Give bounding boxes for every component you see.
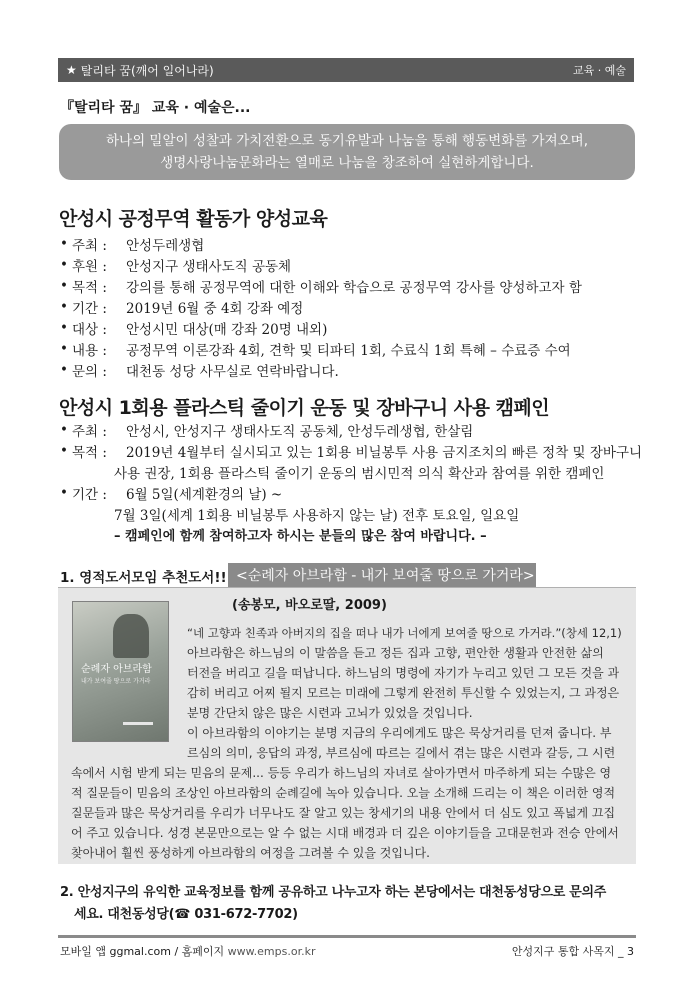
footer-label: 모바일 앱 ggmal.com / 홈페이지 xyxy=(60,945,228,958)
book-head xyxy=(60,566,227,586)
item-value: 안성지구 생태사도직 공동체 xyxy=(126,258,292,275)
item-label: 기간 : xyxy=(72,486,107,503)
item-value: 2019년 6월 중 4회 강좌 예정 xyxy=(126,300,304,317)
item-value: 공정무역 이론강좌 4회, 견학 및 티파티 1회, 수료식 1회 특혜 – 수료증 수여 xyxy=(126,342,571,359)
book-line: 적 질문들이 믿음의 조상인 아브라함의 순례길에 녹아 있습니다. 오늘 소개해 드리는 이 책은 이러한 영적 xyxy=(71,786,616,800)
section2-title: 안성시 1회용 플라스틱 줄이기 운동 및 장바구니 사용 캠페인 xyxy=(59,397,550,419)
item-value: 대천동 성당 사무실로 연락바랍니다. xyxy=(126,363,339,380)
bullet-dot: • xyxy=(60,361,68,378)
bullet-dot: • xyxy=(60,421,68,438)
cover-subtitle: 내가 보여줄 땅으로 가거라 xyxy=(81,678,151,685)
bullet-dot: • xyxy=(60,256,68,273)
list-item xyxy=(60,419,642,440)
header-category: 교육 · 예술 xyxy=(573,64,626,77)
list-item xyxy=(60,338,582,359)
book-line: 아브라함은 하느님의 이 말씀을 듣고 정든 집과 고향, 편안한 생활과 안전한 삶의 xyxy=(187,646,604,660)
cover-publisher-mark xyxy=(123,722,153,725)
item-continuation: 사용 권장, 1회용 플라스틱 줄이기 운동의 범시민적 의식 확산과 참여를 위한 캠페인 xyxy=(114,465,605,482)
bullet-dot: • xyxy=(60,340,68,357)
item-continuation: 7월 3일(세계 1회용 비닐봉투 사용하지 않는 날) 전후 토요일, 일요일 xyxy=(114,507,520,524)
intro-title: 『탈리타 꿈』 교육 · 예술은... xyxy=(60,100,251,116)
item-value: 2019년 4월부터 실시되고 있는 1회용 비닐봉투 사용 금지조치의 빠른 정착 및 장바구니 xyxy=(126,444,643,461)
footer-page-info: 안성지구 통합 사목지 _ 3 xyxy=(511,945,634,958)
section1-list xyxy=(60,233,582,380)
book-line: 분명 간단치 않은 많은 시련과 고뇌가 있었을 것입니다. xyxy=(187,706,473,720)
cover-title: 순례자 아브라함 xyxy=(81,664,152,675)
header-left xyxy=(66,62,214,79)
bullet-dot: • xyxy=(60,319,68,336)
footer-divider xyxy=(58,935,636,938)
list-item xyxy=(60,296,582,317)
section2-list xyxy=(60,419,642,545)
list-item xyxy=(60,359,582,380)
book-title: <순례자 아브라함 - 내가 보여줄 땅으로 가거라> xyxy=(228,563,536,587)
item-value: 강의를 통해 공정무역에 대한 이해와 학습으로 공정무역 강사를 양성하고자 함 xyxy=(126,279,582,296)
book-line: 이 아브라함의 이야기는 분명 지금의 우리에게도 많은 묵상거리를 던져 줍니다. 부 xyxy=(187,726,612,740)
book-line: 감히 버리고 어찌 될지 모르는 미래에 그렇게 완전히 투신할 수 있었는지, 그 과정은 xyxy=(187,686,620,700)
book-line: 속에서 시험 받게 되는 믿음의 문제... 등등 우리가 하느님의 자녀로 살아가면서 마주하게 되는 수많은 영 xyxy=(71,766,612,780)
list-item xyxy=(60,440,642,461)
item-value: 안성시민 대상(매 강좌 20명 내외) xyxy=(126,321,328,338)
bullet-dot: • xyxy=(60,442,68,459)
info-note-line-2: 세요. 대천동성당(☎ 031-672-7702) xyxy=(74,907,298,922)
section1-title: 안성시 공정무역 활동가 양성교육 xyxy=(59,208,328,230)
item-label: 후원 : xyxy=(72,258,107,275)
book-line: 터전을 버리고 길을 떠납니다. 하느님의 명령에 자기가 누리고 있던 그 모든 것을 과 xyxy=(187,666,620,680)
book-line: “네 고향과 친족과 아버지의 집을 떠나 내가 너에게 보여줄 땅으로 가거라.”(창세 12,1) xyxy=(187,626,622,640)
homepage-link[interactable]: www.emps.or.kr xyxy=(227,945,316,958)
cover-figure xyxy=(113,614,149,658)
item-label: 대상 : xyxy=(72,321,107,338)
book-line: 찾아내어 훨씬 풍성하게 아브라함의 여정을 그려볼 수 있을 것입니다. xyxy=(71,846,430,860)
bullet-dot: • xyxy=(60,484,68,501)
item-label: 주최 : xyxy=(72,237,107,254)
book-cover-image xyxy=(72,601,169,742)
book-line: 어 주고 있습니다. 성경 본문만으로는 알 수 없는 시대 배경과 더 깊은 이야기들을 고대문헌과 전승 안에서 xyxy=(71,826,619,840)
campaign-note: – 캠페인에 함께 참여하고자 하시는 분들의 많은 참여 바랍니다. – xyxy=(114,529,487,544)
item-value: 안성시, 안성지구 생태사도직 공동체, 안성두레생협, 한살림 xyxy=(126,423,474,440)
book-line: 르심의 의미, 응답의 과정, 부르심에 따르는 길에서 겪는 많은 시련과 갈등, 그 시련 xyxy=(187,746,616,760)
header-bar xyxy=(58,58,634,82)
book-head-label: 1. 영적도서모임 추천도서!! xyxy=(60,570,227,586)
item-value: 안성두레생협 xyxy=(126,237,205,254)
list-item xyxy=(60,233,582,254)
item-label: 기간 : xyxy=(72,300,107,317)
intro-line-2: 생명사랑나눔문화라는 열매로 나눔을 창조하여 실현하게합니다. xyxy=(160,155,534,171)
bullet-dot: • xyxy=(60,277,68,294)
footer-left xyxy=(60,943,315,959)
bullet-dot: • xyxy=(60,298,68,315)
list-item xyxy=(60,482,642,503)
intro-box xyxy=(59,124,635,180)
item-label: 목적 : xyxy=(72,279,107,296)
item-label: 주최 : xyxy=(72,423,107,440)
info-note xyxy=(60,882,606,926)
item-label: 내용 : xyxy=(72,342,107,359)
item-label: 목적 : xyxy=(72,444,107,461)
list-item xyxy=(60,317,582,338)
item-value: 6월 5일(세계환경의 날) ~ xyxy=(126,486,283,503)
header-title: 탈리타 꿈(깨어 일어나라) xyxy=(80,63,214,78)
list-item xyxy=(60,254,582,275)
list-item xyxy=(60,275,582,296)
bullet-dot: • xyxy=(60,235,68,252)
book-line: 질문들과 많은 묵상거리를 우리가 너무나도 잘 알고 있는 창세기의 내용 안에서 더 심도 있고 폭넓게 끄집 xyxy=(71,806,616,820)
book-author: (송봉모, 바오로딸, 2009) xyxy=(232,598,387,613)
star-icon: ★ xyxy=(66,63,77,77)
intro-line-1: 하나의 밀알이 성찰과 가치전환으로 동기유발과 나눔을 통해 행동변화를 가져오며, xyxy=(105,133,588,149)
info-note-line-1: 2. 안성지구의 유익한 교육정보를 함께 공유하고 나누고자 하는 본당에서는 대천동성당으로 문의주 xyxy=(60,885,606,900)
item-label: 문의 : xyxy=(72,363,107,380)
